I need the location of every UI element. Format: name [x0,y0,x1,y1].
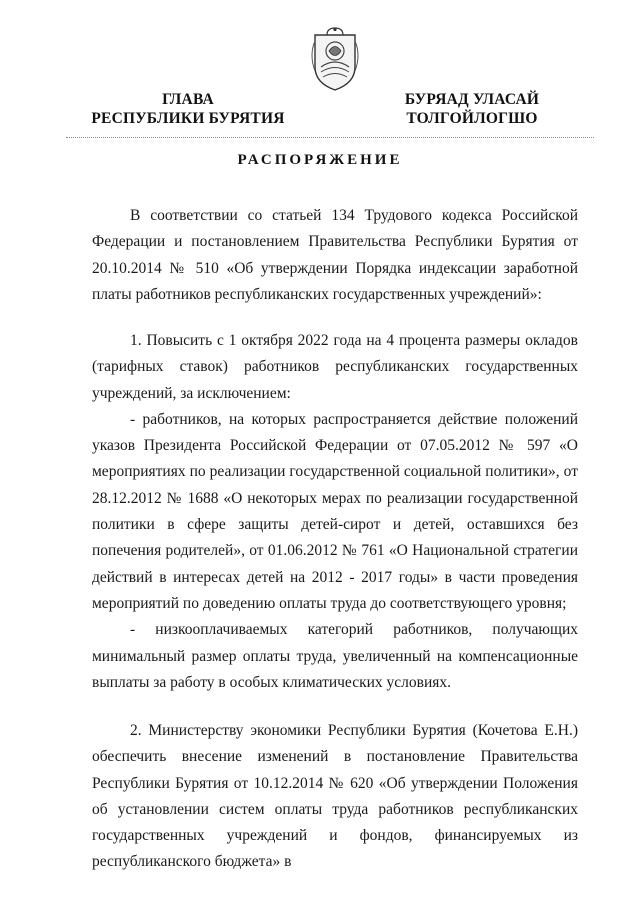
document-title: РАСПОРЯЖЕНИЕ [237,152,403,168]
header-divider [66,137,594,138]
item2-block [92,718,578,876]
coat-of-arms-icon [307,27,363,93]
item2-paragraph: 2. Министерству экономики Республики Бурятия (Кочетова Е.Н.) обеспечить внесение изменений в постановление Правительства Республики Бурятия от 10.12.2014 № 620 «Об утверждении Положения об установлении систем оплаты труда работников республиканских государственных учреждений и фондов, финансируемых из республиканского бюджета» в [92,722,578,871]
issuer-title-buryat-line1: БУРЯАД УЛАСАЙ [404,91,540,108]
issuer-title-line1: ГЛАВА [162,91,214,108]
item1-bullet2-paragraph: - низкооплачиваемых категорий работников, получающих минимальный размер оплаты труда, увеличенный на компенсационные выплаты за работу в особых климатических условиях. [92,621,578,691]
preamble-paragraph: В соответствии со статьей 134 Трудового кодекса Российской Федерации и постановлением Правительства Республики Бурятия от 20.10.2014 № 510 «Об утверждении Порядка индексации заработной платы работников республиканских государственных учреждений»: [92,207,578,303]
item1-intro-paragraph: 1. Повысить с 1 октября 2022 года на 4 процента размеры окладов (тарифных ставок) работников республиканских государственных учреждений, за исключением: [92,332,578,402]
issuer-block-buryat [372,90,572,128]
preamble-block [92,203,578,308]
item1-bullet1-paragraph: - работников, на которых распространяется действие положений указов Президента Российской Федерации от 07.05.2012 № 597 «О мероприятиях по реализации государственной социальной политики», от 28.12.2012 № 1688 «О некоторых мерах по реализации государственной политики в сфере защиты детей-сирот и детей, оставшихся без попечения родителей», от 01.06.2012 № 761 «О Национальной стратегии действий в интересах детей на 2012 - 2017 годы» в части проведения мероприятий по доведению оплаты труда до соответствующего уровня; [92,410,578,612]
issuer-block-russian [78,90,298,128]
item1-block [92,328,578,696]
issuer-title-line2: РЕСПУБЛИКИ БУРЯТИЯ [91,110,285,127]
issuer-title-buryat-line2: ТОЛГОЙЛОГШО [406,110,538,127]
